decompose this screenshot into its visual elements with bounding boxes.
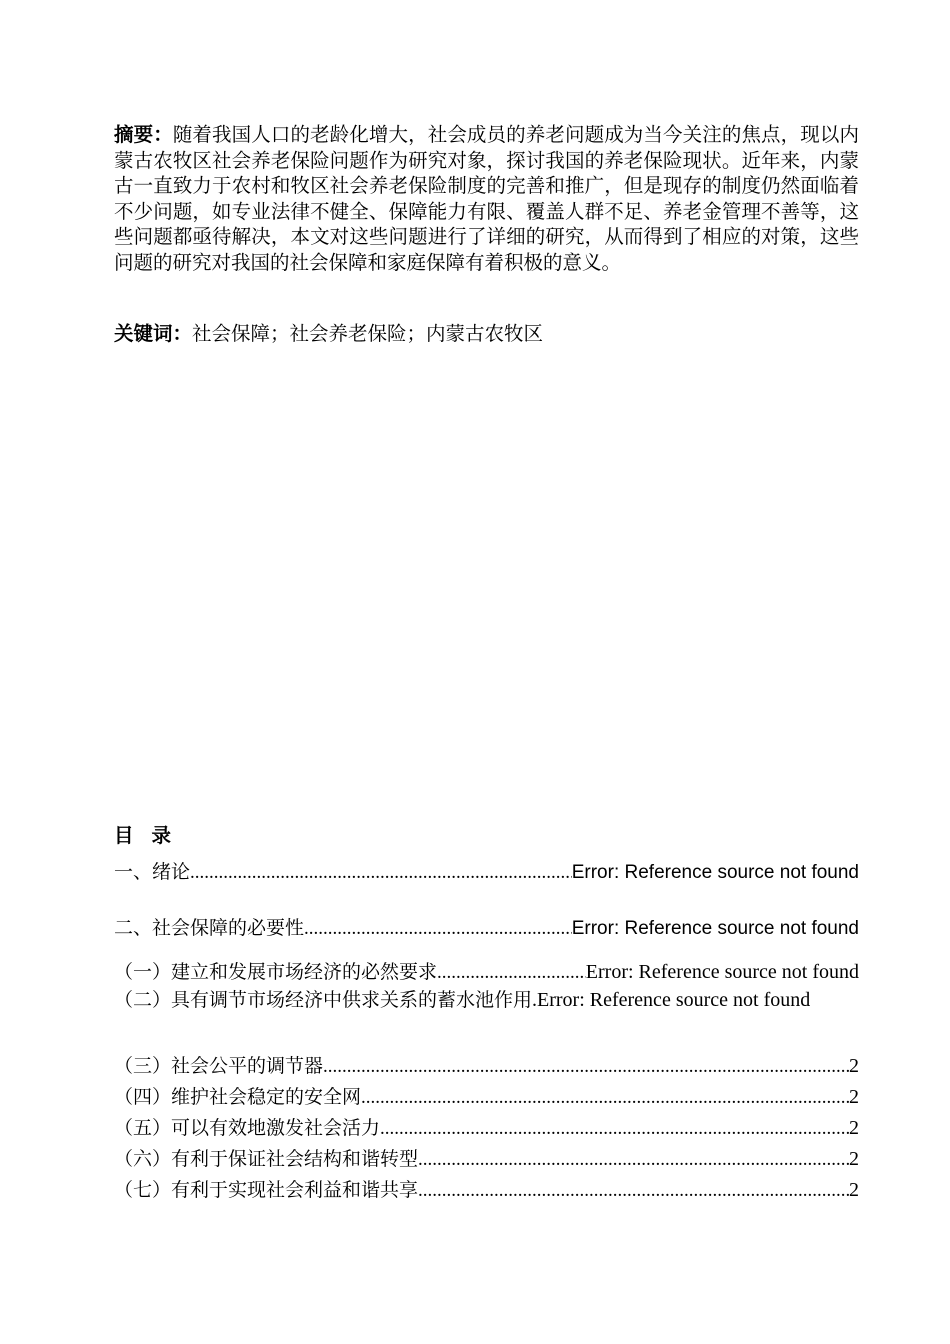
abstract-label: 摘要：: [114, 123, 173, 146]
toc-entry-page: Error: Reference source not found: [571, 862, 859, 883]
toc-entry-label: （一）建立和发展市场经济的必然要求: [114, 961, 438, 983]
toc-leader-dots: .: [532, 989, 538, 1011]
toc-entry[interactable]: [114, 1051, 859, 1078]
toc-entry-page: 2: [849, 1055, 859, 1077]
keywords-label: 关键词：: [114, 322, 193, 345]
toc-entry-label: （七）有利于实现社会利益和谐共享: [114, 1179, 419, 1201]
toc-leader-dots: [418, 1149, 849, 1171]
toc-entry[interactable]: [114, 913, 859, 940]
toc-entry[interactable]: [114, 1175, 859, 1202]
toc-entry[interactable]: [114, 957, 859, 984]
toc-entry-label: （六）有利于保证社会结构和谐转型: [114, 1148, 419, 1170]
toc-entry-page: 2: [849, 1086, 859, 1108]
toc-entry[interactable]: [114, 985, 859, 1016]
toc-entry-label: （五）可以有效地激发社会活力: [114, 1117, 381, 1139]
toc-entry-page: Error: Reference source not found: [537, 989, 811, 1011]
keywords-paragraph: [114, 321, 543, 347]
toc-leader-dots: [323, 1056, 849, 1078]
toc-entry[interactable]: [114, 1144, 859, 1171]
keywords-text: 社会保障；社会养老保险；内蒙古农牧区: [192, 322, 544, 345]
abstract-text: 随着我国人口的老龄化增大，社会成员的养老问题成为当今关注的焦点，现以内蒙古农牧区社会养老保险问题作为研究对象，探讨我国的养老保险现状。近年来，内蒙古一直致力于农村和牧区社会养老保险制度的完善和推广，但是现存的制度仍然面临着不少问题，如专业法律不健全、保障能力有限、覆盖人群不足、养老金管理不善等，这些问题都亟待解决，本文对这些问题进行了详细的研究，从而得到了相应的对策，这些问题的研究对我国的社会保障和家庭保障有着积极的意义。: [114, 123, 859, 274]
toc-entry-label: （三）社会公平的调节器: [114, 1055, 324, 1077]
toc-entry-label: （四）维护社会稳定的安全网: [114, 1086, 362, 1108]
toc-entry[interactable]: [114, 857, 859, 884]
toc-entry-page: 2: [849, 1117, 859, 1139]
toc-entry-page: 2: [849, 1148, 859, 1170]
abstract-paragraph: [114, 122, 859, 276]
toc-entry-page: Error: Reference source not found: [571, 918, 859, 939]
toc-entry-label: 二、社会保障的必要性: [114, 917, 305, 939]
toc-title: 目录: [114, 824, 190, 847]
toc-entry-label: （二）具有调节市场经济中供求关系的蓄水池作用: [114, 989, 533, 1011]
toc-entry-page: Error: Reference source not found: [585, 961, 859, 983]
toc-entry[interactable]: [114, 1113, 859, 1140]
toc-leader-dots: [190, 862, 572, 884]
toc-entry[interactable]: [114, 1082, 859, 1109]
toc-leader-dots: [418, 1180, 849, 1202]
toc-entry-page: 2: [849, 1179, 859, 1201]
toc-leader-dots: [361, 1087, 849, 1109]
toc-leader-dots: [380, 1118, 849, 1140]
toc-leader-dots: [437, 962, 586, 984]
toc-leader-dots: [304, 918, 572, 940]
toc-entry-label: 一、绪论: [114, 861, 191, 883]
